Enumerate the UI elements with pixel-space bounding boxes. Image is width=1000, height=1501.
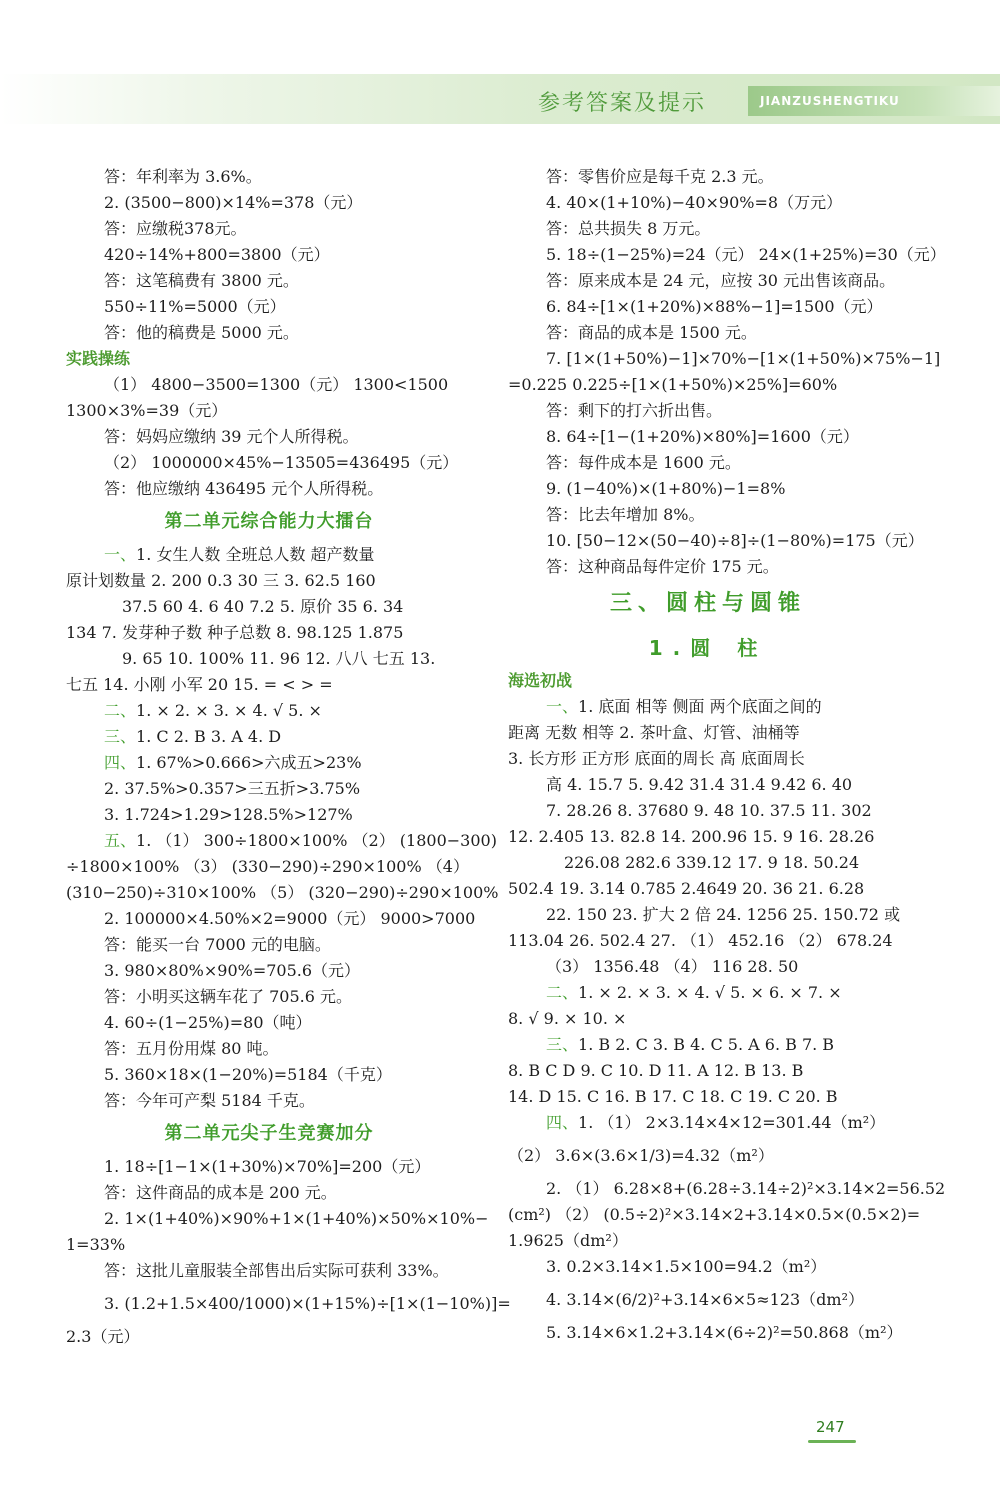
- answer-line: 答：他的稿费是 5000 元。: [104, 323, 299, 342]
- answer-line: 一、1. 女生人数 全班总人数 超产数量: [104, 545, 375, 564]
- answer-line: 8. √ 9. × 10. ×: [508, 1009, 627, 1028]
- answer-line: 二、1. × 2. × 3. × 4. √ 5. × 6. × 7. ×: [546, 983, 842, 1002]
- section-heading: 第二单元尖子生竞赛加分: [164, 1123, 374, 1144]
- answer-line: 2. （1） 6.28×8+(6.28÷3.14÷2)²×3.14×2=56.52: [546, 1179, 946, 1198]
- answer-line: (310−250)÷310×100% （5） (320−290)÷290×100%: [66, 883, 499, 902]
- answer-line: 5. 360×18×(1−20%)=5184（千克）: [104, 1065, 392, 1084]
- question-group-label: 一、: [546, 697, 579, 716]
- answer-line: 四、1. 67%>0.666>六成五>23%: [104, 753, 362, 772]
- answer-line: 5. 3.14×6×1.2+3.14×(6÷2)²=50.868（m²）: [546, 1323, 903, 1342]
- answer-line: ÷1800×100% （3） (330−290)÷290×100% （4）: [66, 857, 469, 876]
- answer-line: 2.3（元）: [66, 1327, 140, 1346]
- answer-line: 答：能买一台 7000 元的电脑。: [104, 935, 331, 954]
- answer-line: 答：商品的成本是 1500 元。: [546, 323, 757, 342]
- answer-line: 2. 100000×4.50%×2=9000（元） 9000>7000: [104, 909, 476, 928]
- question-group-label: 二、: [104, 701, 137, 720]
- answer-line: 答：应缴税378元。: [104, 219, 247, 238]
- answer-line: 答：总共损失 8 万元。: [546, 219, 711, 238]
- answer-line: 4. 3.14×(6/2)²+3.14×6×5≈123（dm²）: [546, 1290, 865, 1309]
- answer-line: 答：这种商品每件定价 175 元。: [546, 557, 779, 576]
- answer-line: (cm²) （2） (0.5÷2)²×3.14×2+3.14×0.5×(0.5×2)=: [508, 1205, 921, 1224]
- answer-line: 高 4. 15.7 5. 9.42 31.4 31.4 9.42 6. 40: [546, 775, 853, 794]
- question-group-label: 三、: [104, 727, 137, 746]
- question-group-label: 三、: [546, 1035, 579, 1054]
- answer-line: （2） 3.6×(3.6×1/3)=4.32（m²）: [508, 1146, 774, 1165]
- answer-line: 三、1. B 2. C 3. B 4. C 5. A 6. B 7. B: [546, 1035, 835, 1054]
- answer-line: 3. 1.724>1.29>128.5%>127%: [104, 805, 353, 824]
- answer-line: 12. 2.405 13. 82.8 14. 200.96 15. 9 16. 28.26: [508, 827, 875, 846]
- answer-line: 1. 18÷[1−1×(1+30%)×70%]=200（元）: [104, 1157, 431, 1176]
- answer-line: 3. 长方形 正方形 底面的周长 高 底面周长: [508, 749, 805, 768]
- practice-label: 实践操练: [66, 349, 131, 368]
- question-group-label: 四、: [546, 1113, 579, 1132]
- answer-line: 答：今年可产梨 5184 千克。: [104, 1091, 315, 1110]
- answer-line: 答：零售价应是每千克 2.3 元。: [546, 167, 774, 186]
- answer-line: 1300×3%=39（元）: [66, 401, 228, 420]
- answer-line: 答：每件成本是 1600 元。: [546, 453, 741, 472]
- answer-line: 一、1. 底面 相等 侧面 两个底面之间的: [546, 697, 822, 716]
- question-group-label: 一、: [104, 545, 137, 564]
- answer-line: 四、1. （1） 2×3.14×4×12=301.44（m²）: [546, 1113, 886, 1132]
- answer-line: （2） 1000000×45%−13505=436495（元）: [104, 453, 459, 472]
- answer-line: 2. (3500−800)×14%=378（元）: [104, 193, 363, 212]
- section-heading: 三、圆柱与圆锥: [609, 591, 806, 616]
- left-column: [66, 164, 511, 1350]
- answer-line: 502.4 19. 3.14 0.785 2.4649 20. 36 21. 6.28: [508, 879, 865, 898]
- answer-line: 答：小明买这辆车花了 705.6 元。: [104, 987, 352, 1006]
- section-heading: 第二单元综合能力大擂台: [164, 511, 374, 532]
- question-group-label: 二、: [546, 983, 579, 1002]
- answer-line: 8. B C D 9. C 10. D 11. A 12. B 13. B: [508, 1061, 804, 1080]
- answer-line: 2. 37.5%>0.357>三五折>3.75%: [104, 779, 361, 798]
- answer-line: =0.225 0.225÷[1×(1+50%)×25%]=60%: [508, 375, 838, 394]
- answer-line: 三、1. C 2. B 3. A 4. D: [104, 727, 282, 746]
- answer-line: 二、1. × 2. × 3. × 4. √ 5. ×: [104, 701, 322, 720]
- answer-line: 2. 1×(1+40%)×90%+1×(1+40%)×50%×10%−: [104, 1209, 489, 1228]
- answer-line: 5. 18÷(1−25%)=24（元） 24×(1+25%)=30（元）: [546, 245, 946, 264]
- answer-line: 134 7. 发芽种子数 种子总数 8. 98.125 1.875: [66, 623, 404, 642]
- answer-line: 3. 0.2×3.14×1.5×100=94.2（m²）: [546, 1257, 827, 1276]
- answer-line: 答：比去年增加 8%。: [546, 505, 705, 524]
- answer-line: 答：这批儿童服装全部售出后实际可获利 33%。: [104, 1261, 449, 1280]
- answer-line: （1） 4800−3500=1300（元） 1300<1500: [104, 375, 449, 394]
- question-group-label: 四、: [104, 753, 137, 772]
- answer-line: 原计划数量 2. 200 0.3 30 三 3. 62.5 160: [66, 571, 376, 590]
- answer-line: 答：剩下的打六折出售。: [546, 401, 723, 420]
- answer-line: 答：这件商品的成本是 200 元。: [104, 1183, 337, 1202]
- answer-line: 113.04 26. 502.4 27. （1） 452.16 （2） 678.24: [508, 931, 893, 950]
- answer-line: 9. (1−40%)×(1+80%)−1=8%: [546, 479, 786, 498]
- right-column: [508, 164, 946, 1346]
- answer-line: 14. D 15. C 16. B 17. C 18. C 19. C 20. B: [508, 1087, 838, 1106]
- answer-line: 226.08 282.6 339.12 17. 9 18. 50.24: [564, 853, 860, 872]
- page-number-decoration: [808, 1440, 856, 1443]
- answer-line: 七五 14. 小刚 小军 20 15. = < > =: [66, 675, 333, 694]
- header-title: 参考答案及提示: [538, 91, 707, 116]
- answer-line: 7. [1×(1+50%)−1]×70%−[1×(1+50%)×75%−1]: [546, 349, 941, 368]
- answer-line: 10. [50−12×(50−40)÷8]÷(1−80%)=175（元）: [546, 531, 924, 550]
- answer-line: 3. (1.2+1.5×400/1000)×(1+15%)÷[1×(1−10%)]=: [104, 1294, 511, 1313]
- question-group-label: 五、: [104, 831, 137, 850]
- answer-line: 答：原来成本是 24 元，应按 30 元出售该商品。: [546, 271, 896, 290]
- answer-line: 420÷14%+800=3800（元）: [104, 245, 330, 264]
- page-number: 247: [816, 1418, 845, 1436]
- answer-line: 3. 980×80%×90%=705.6（元）: [104, 961, 361, 980]
- answer-line: 距离 无数 相等 2. 茶叶盒、灯管、油桶等: [508, 723, 800, 742]
- answer-line: 8. 64÷[1−(1+20%)×80%]=1600（元）: [546, 427, 859, 446]
- answer-line: 550÷11%=5000（元）: [104, 297, 286, 316]
- answer-line: 答：妈妈应缴纳 39 元个人所得税。: [104, 427, 359, 446]
- answer-line: （3） 1356.48 （4） 116 28. 50: [546, 957, 799, 976]
- header-tag: JIANZUSHENGTIKU: [748, 86, 1000, 116]
- answer-line: 答：年利率为 3.6%。: [104, 167, 262, 186]
- answer-line: 答：这笔稿费有 3800 元。: [104, 271, 299, 290]
- answer-line: 7. 28.26 8. 37680 9. 48 10. 37.5 11. 302: [546, 801, 872, 820]
- answer-line: 1=33%: [66, 1235, 126, 1254]
- answer-line: 9. 65 10. 100% 11. 96 12. 八八 七五 13.: [122, 649, 436, 668]
- answer-line: 答：五月份用煤 80 吨。: [104, 1039, 279, 1058]
- practice-label: 海选初战: [508, 671, 573, 690]
- answer-line: 22. 150 23. 扩大 2 倍 24. 1256 25. 150.72 或: [546, 905, 901, 924]
- answer-line: 4. 60÷(1−25%)=80（吨）: [104, 1013, 312, 1032]
- answer-line: 4. 40×(1+10%)−40×90%=8（万元）: [546, 193, 843, 212]
- section-heading: 1.圆 柱: [648, 636, 768, 660]
- answer-line: 五、1. （1） 300÷1800×100% （2） (1800−300): [104, 831, 497, 850]
- answer-line: 1.9625（dm²）: [508, 1231, 628, 1250]
- answer-line: 37.5 60 4. 6 40 7.2 5. 原价 35 6. 34: [122, 597, 404, 616]
- answer-line: 6. 84÷[1×(1+20%)×88%−1]=1500（元）: [546, 297, 883, 316]
- answer-line: 答：他应缴纳 436495 元个人所得税。: [104, 479, 384, 498]
